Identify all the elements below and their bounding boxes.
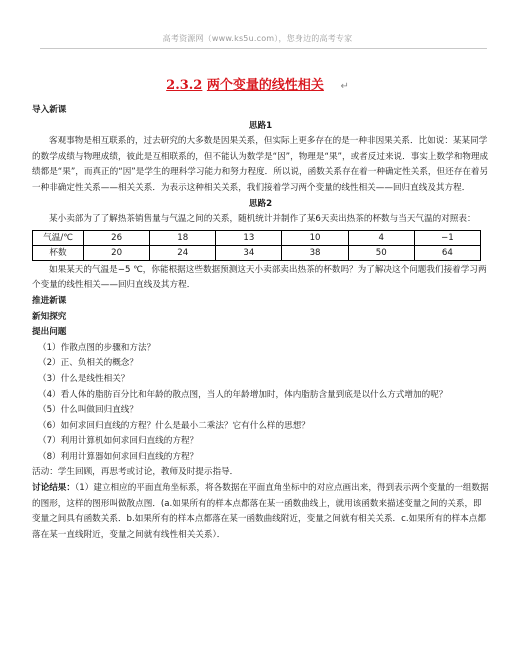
question-item: （4）看人体的脂肪百分比和年龄的散点图，当人的年龄增加时，体内脂肪含量到底是以什么方式增加的呢？ xyxy=(38,389,448,400)
question-paragraph: 如果某天的气温是−5 ℃，你能根据这些数据预测这天小卖部卖出热茶的杯数吗？为了解决这个问题我们接着学习两个变量的线性相关——回归直线及其方程． xyxy=(32,264,487,291)
document-body xyxy=(32,103,489,543)
table-cell: 34 xyxy=(216,245,282,260)
table-cell: 26 xyxy=(84,230,150,245)
section-number: 2.3.2 xyxy=(166,78,203,93)
idea1-title: 思路1 xyxy=(248,120,273,131)
temperature-cups-table xyxy=(32,230,481,261)
activity-line: 活动：学生回顾，再思考或讨论，教师及时提示指导． xyxy=(32,467,239,478)
table-cell: 20 xyxy=(84,245,150,260)
table-row xyxy=(33,245,481,260)
intro-heading: 导入新课 xyxy=(32,105,67,115)
table-cell: 10 xyxy=(282,230,348,245)
question-item: （1）作散点图的步骤和方法？ xyxy=(38,342,156,353)
question-item: （8）利用计算器如何求回归直线的方程？ xyxy=(38,451,199,462)
discussion-text: （1）建立相应的平面直角坐标系，将各数据在平面直角坐标中的对应点画出来，得到表示两个变量的一组数据的图形，这样的图形叫做散点图．(a.如果所有的样本点都落在某一函数曲线上，就用该函数来描述变量之间的关系，即变量之间具有函数关系．b.如果所有的样本点都落在某一函数曲线附近，变量之间就有相关关系．c.如果所有的样本点都落在某一直线附近，变量之间就有线性相关关系）． xyxy=(32,483,489,540)
discussion-label: 讨论结果： xyxy=(32,483,75,494)
table-cell: 50 xyxy=(348,245,414,260)
new-lesson-heading: 推进新课 xyxy=(32,295,67,306)
discussion-paragraph xyxy=(32,481,489,543)
table-cell: 24 xyxy=(150,245,216,260)
question-item: （6）如何求回归直线的方程？什么是最小二乘法？它有什么样的思想？ xyxy=(38,420,310,431)
idea2-title: 思路2 xyxy=(248,198,273,209)
header-divider xyxy=(40,48,487,49)
questions-heading: 提出问题 xyxy=(32,327,67,338)
table-cell: 4 xyxy=(348,230,414,245)
return-mark-icon: ↵ xyxy=(340,81,349,92)
explore-heading: 新知探究 xyxy=(32,311,67,322)
table-cell: 气温/℃ xyxy=(33,230,84,245)
question-item: （3）什么是线性相关？ xyxy=(38,373,130,384)
table-cell: 13 xyxy=(216,230,282,245)
table-cell: 38 xyxy=(282,245,348,260)
table-row xyxy=(33,230,481,245)
title-text: 两个变量的线性相关 xyxy=(206,78,324,93)
table-cell: 18 xyxy=(150,230,216,245)
question-item: （2）正、负相关的概念？ xyxy=(38,358,138,369)
page-title xyxy=(0,74,515,93)
table-cell: −1 xyxy=(414,230,480,245)
table-cell: 64 xyxy=(414,245,480,260)
idea2-paragraph: 某小卖部为了了解热茶销售量与气温之间的关系，随机统计并制作了某6天卖出热茶的杯数与当天气温的对照表： xyxy=(49,214,476,225)
idea1-paragraph: 客观事物是相互联系的，过去研究的大多数是因果关系，但实际上更多存在的是一种非因果关系．比如说：某某同学的数学成绩与物理成绩，彼此是互相联系的，但不能认为数学是“因”，物理是“果”，或者反过来说．事实上数学和物理成绩都是“果”，而真正的“因”是学生的理科学习能力和努力程度．所以说，函数关系存在着一种确定性关系，但还存在着另一种非确定性关系——相关关系．为表示这种相关关系，我们接着学习两个变量的线性相关——回归直线及其方程． xyxy=(32,136,489,193)
page-header: 高考资源网（www.ks5u.com），您身边的高考专家 xyxy=(162,34,353,43)
question-item: （7）利用计算机如何求回归直线的方程？ xyxy=(38,436,199,447)
table-cell: 杯数 xyxy=(33,245,84,260)
question-item: （5）什么叫做回归直线？ xyxy=(38,405,138,416)
